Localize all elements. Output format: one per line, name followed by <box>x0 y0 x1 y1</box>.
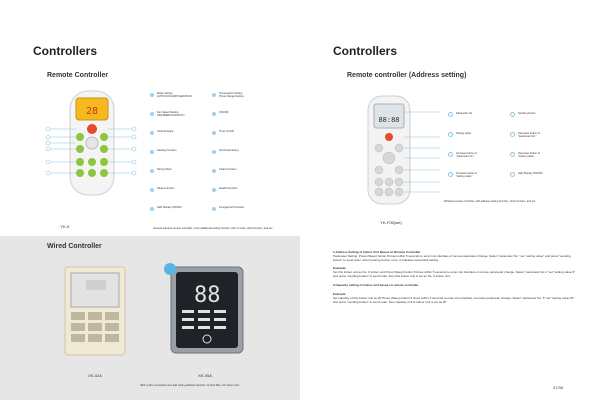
bullet-icon <box>510 132 515 137</box>
feature-item: Fan Speed Setting HIGH/MED/LOW/AUTO <box>150 111 202 118</box>
bullet-icon <box>510 112 515 117</box>
bullet-icon <box>212 93 216 97</box>
bullet-icon <box>448 132 453 137</box>
section-1-title: 1.Address Setting of Indoor Unit Based on Remote Controller <box>333 250 421 254</box>
wired-note: With a 10m connection wire add setting address function. Control Max. 16 indoor units. <box>140 384 240 387</box>
page-title-right: Controllers <box>333 44 398 58</box>
feature-item: Clean Function <box>212 168 264 173</box>
feature-item: Decrease button of "setting value" <box>510 152 562 159</box>
xk02a-image <box>64 266 126 356</box>
section-3-title: 2.Capacity setting of indoor unit based on remote controller <box>333 283 419 287</box>
address-feature-note: Wireless remote controller, with address setting function, clock function, and etc. <box>444 200 536 203</box>
bullet-icon <box>448 112 453 117</box>
bullet-icon <box>150 150 154 154</box>
bullet-icon <box>150 131 154 135</box>
page-title-left: Controllers <box>33 44 98 58</box>
remote-model-label: YK-K <box>60 224 70 229</box>
feature-item: Horizontal Swing <box>212 149 264 154</box>
feature-item: LED Display ON/OFF <box>150 206 202 211</box>
bullet-icon <box>212 150 216 154</box>
bullet-icon <box>150 169 154 173</box>
remote-note: General wireless remote controller, more additional setting function, with 2 mode, clock function, and etc. <box>153 227 273 230</box>
bullet-icon <box>150 188 154 192</box>
bullet-icon <box>212 207 216 211</box>
bullet-icon <box>212 131 216 135</box>
feature-item: Strong Wind <box>150 168 202 173</box>
feature-item: LED Display ON/OFF <box>510 172 562 177</box>
feature-item: Healing Function <box>150 149 202 154</box>
bullet-icon <box>212 169 216 173</box>
feature-item: Sending button <box>510 112 562 117</box>
feature-item: ON/OFF <box>212 111 264 116</box>
feature-item: Health Function <box>212 187 264 192</box>
section-4-body: Set capacity of this indoor unit as 2P Press (Sleep) button 8 times within 5 seconds to enter into interface of remote parameter change. Select "parameter No. 5" set "setting value 20" and press "sending button" to send order. then capacity of this indoor unit is set as 2P. <box>333 296 575 304</box>
section-1-body: Parameter Setting: Press (Sleep) button 8 times within 5 seconds to enter into interface of remote parameter change. Select "parameter No." set "setting value" and press "sending button" to send order. when hearing buzzer once, it indicates successful setting. <box>333 254 571 262</box>
address-remote-lcd: 88:88 <box>378 116 400 124</box>
feature-item: Setting value <box>448 132 500 137</box>
xk02a-label: XK-02A <box>88 373 102 378</box>
feature-item: Temperature Setting (Timer Range Setting <box>212 92 264 99</box>
remote-controller-heading: Remote Controller <box>47 72 109 79</box>
bullet-icon <box>150 93 154 97</box>
feature-item: Fungusproof Function <box>212 206 264 211</box>
xk05a-image <box>170 266 244 354</box>
page-number: 37/38 <box>553 385 564 390</box>
section-2-title: Example: <box>333 266 347 270</box>
feature-item: Increase button of "setting value" <box>448 172 500 179</box>
bullet-icon <box>448 172 453 177</box>
feature-item: Decrease button of "parameter No." <box>510 132 562 139</box>
address-remote-label: YK-F06(set) <box>380 220 402 225</box>
bullet-icon <box>212 112 216 116</box>
feature-item: Vertical Swing <box>150 130 202 135</box>
xk05a-label: XK-05A <box>198 373 212 378</box>
bullet-icon <box>510 152 515 157</box>
address-instructions <box>333 250 578 304</box>
address-remote-heading: Remote controller (Address setting) <box>347 72 467 79</box>
remote-controller-image <box>40 85 140 205</box>
address-feature-grid <box>448 112 586 192</box>
section-4-title: Example: <box>333 292 347 296</box>
remote-feature-grid <box>150 92 300 212</box>
feature-item: Mode Setting AUTO/COOL/DRY/HEAT/FAN <box>150 92 202 99</box>
feature-item: Timer On/Off <box>212 130 264 135</box>
wired-controller-section <box>0 236 300 400</box>
feature-item: Parameter No. <box>448 112 500 117</box>
feature-item: Increase button of "parameter No." <box>448 152 500 159</box>
bullet-icon <box>212 188 216 192</box>
bullet-icon <box>448 152 453 157</box>
section-2-body: Set this indoor unit as No. 9 indoor unit Press (Sleep) button 8 times within 5 seconds to enter into interface of remote parameter change. Select "parameter No.1" set "setting value 9" and press "sending button" to send order. then this indoor unit is set as No. 9 indoor unit. <box>333 270 576 278</box>
bullet-icon <box>150 207 154 211</box>
wired-lcd-value: 88 <box>194 283 221 308</box>
remote-lcd-value: 28 <box>85 106 99 117</box>
bullet-icon <box>510 172 515 177</box>
address-remote-image <box>352 92 442 212</box>
new-badge-icon <box>164 263 176 275</box>
bullet-icon <box>150 112 154 116</box>
feature-item: Sleep Function <box>150 187 202 192</box>
wired-controller-heading: Wired Controller <box>47 243 102 250</box>
